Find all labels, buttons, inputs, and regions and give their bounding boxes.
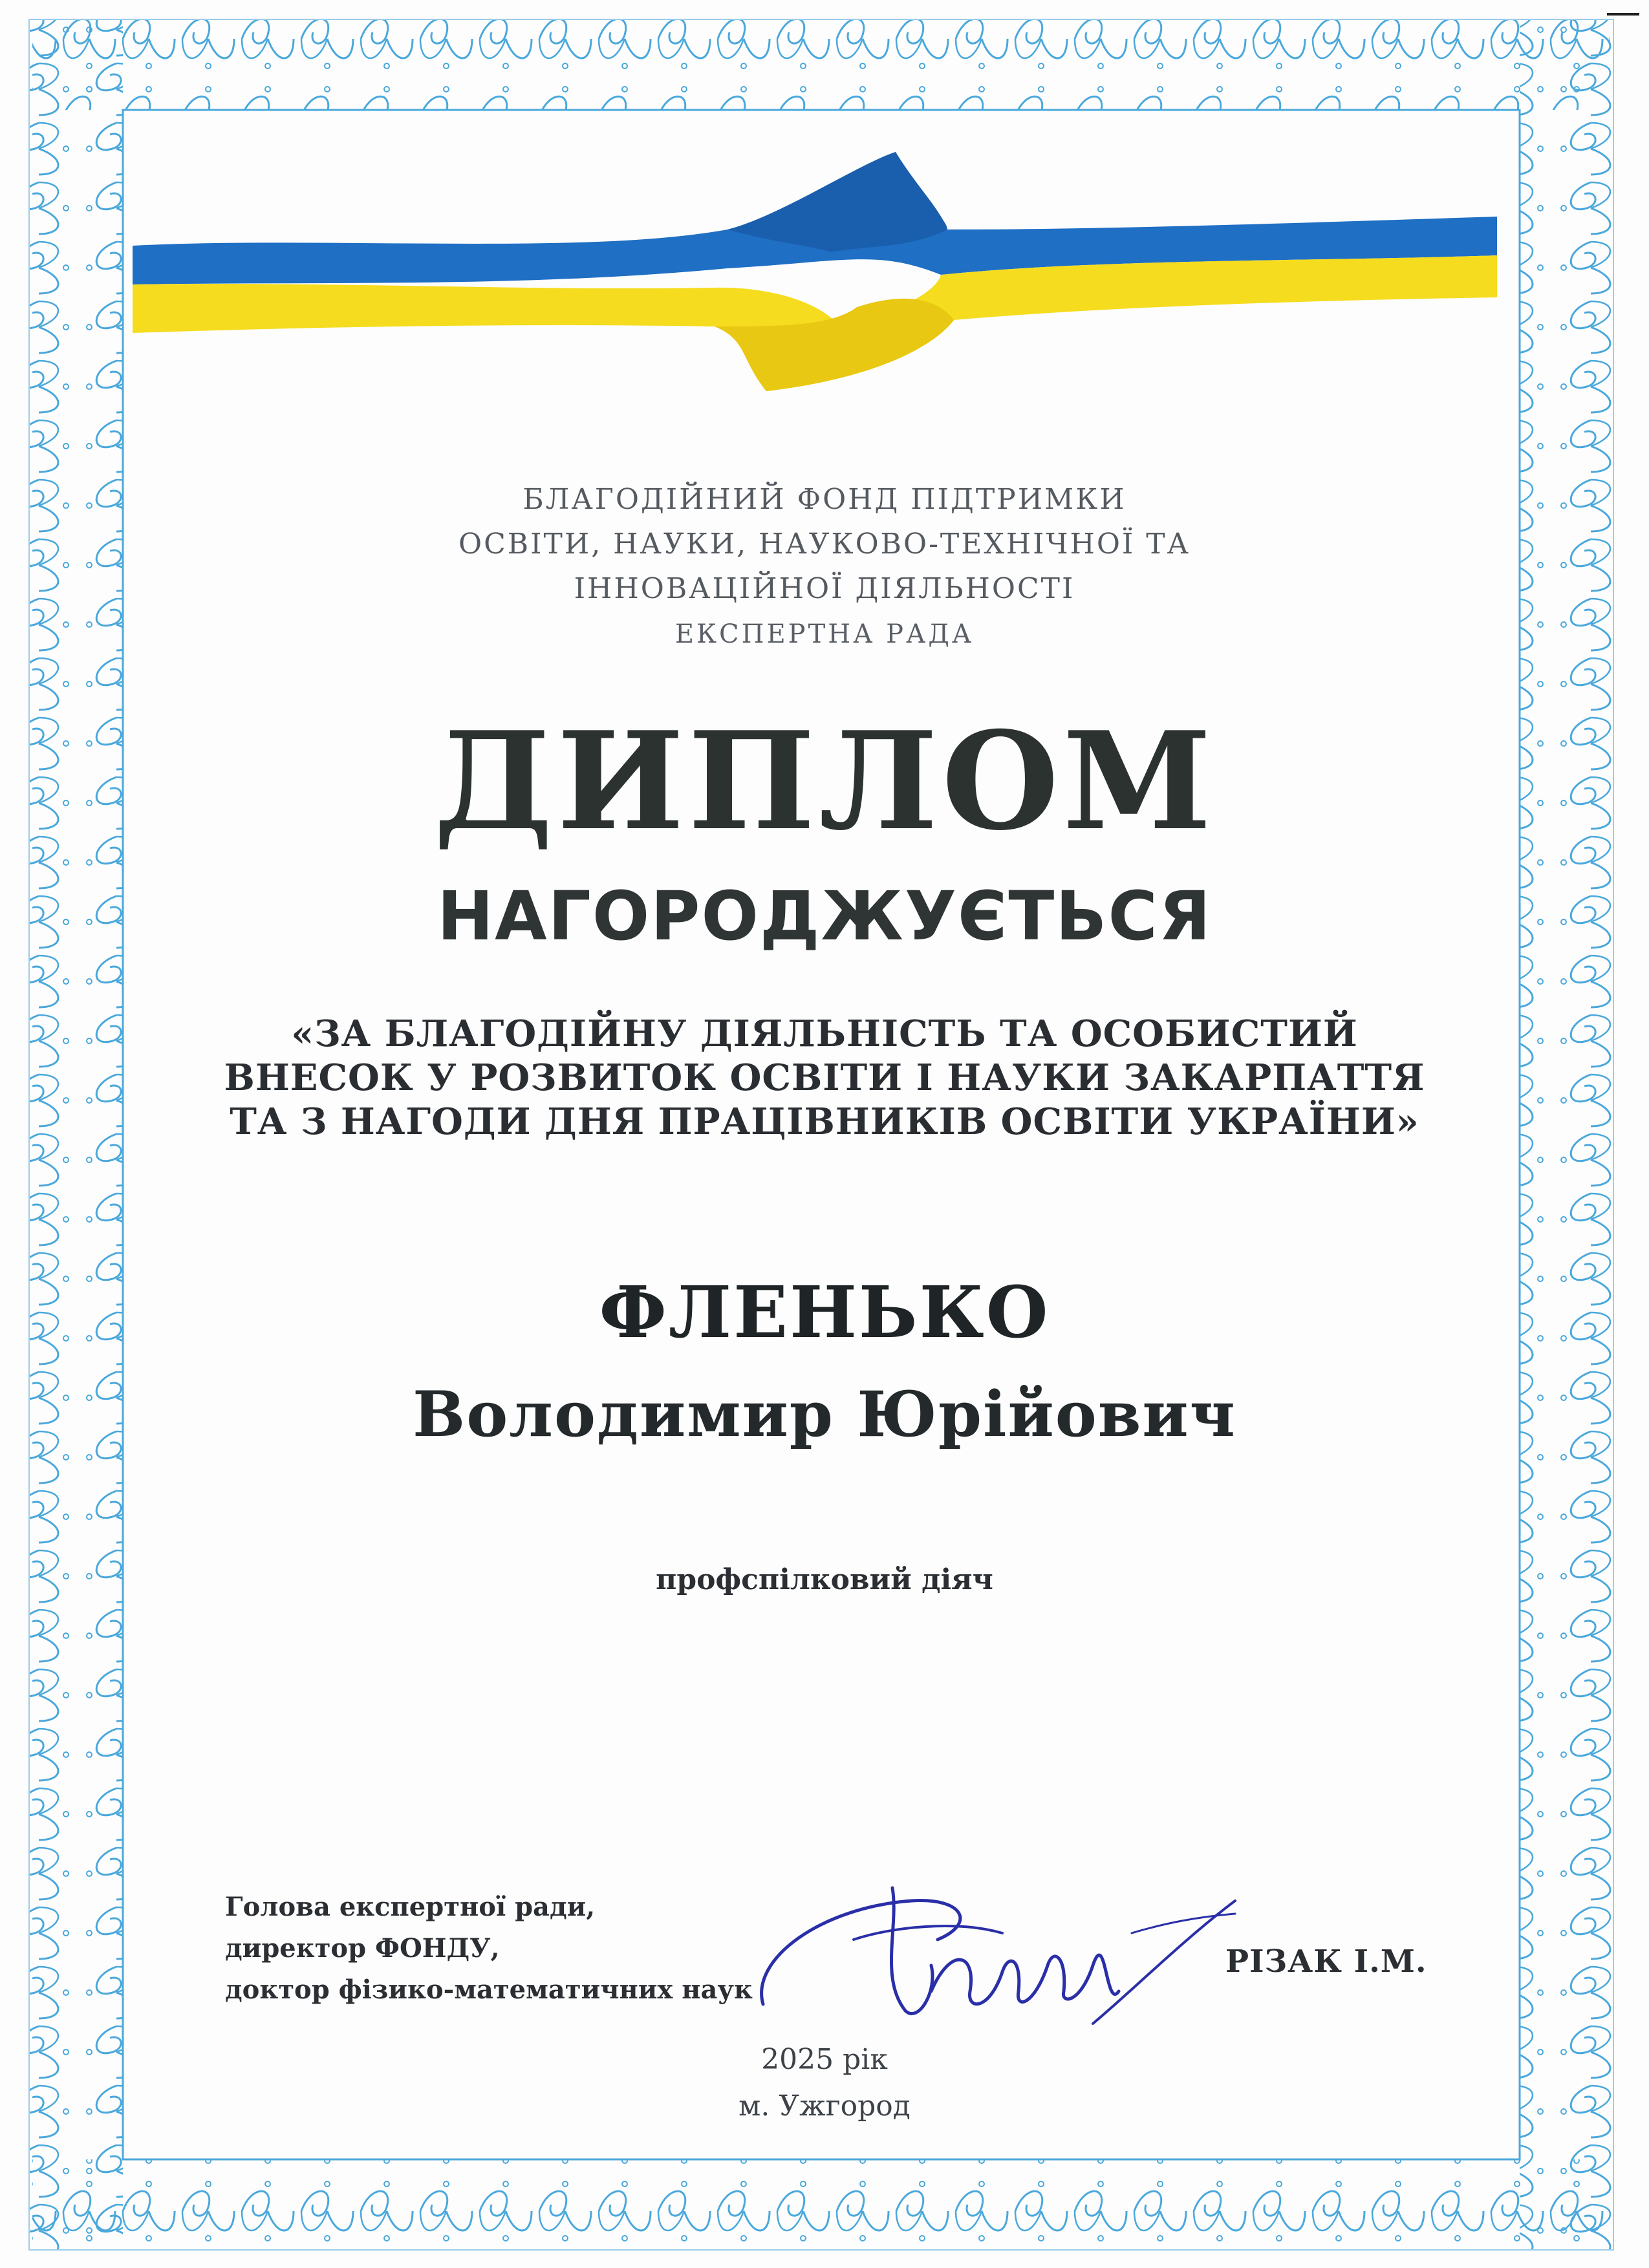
corner-mark (1607, 13, 1639, 16)
signer-title-line: директор ФОНДУ, (225, 1933, 500, 1963)
handwritten-signature-icon (744, 1862, 1248, 2056)
reason-line: ТА З НАГОДИ ДНЯ ПРАЦІВНИКІВ ОСВІТИ УКРАЇНИ» (230, 1100, 1419, 1143)
recipient-position: профспілковий діяч (656, 1563, 993, 1596)
organization-line: БЛАГОДІЙНИЙ ФОНД ПІДТРИМКИ (523, 483, 1126, 516)
signer-title (225, 1887, 753, 2011)
recipient-surname: ФЛЕНЬКО (599, 1270, 1050, 1354)
council-name: ЕКСПЕРТНА РАДА (674, 619, 975, 649)
awarded-heading: НАГОРОДЖУЄТЬСЯ (437, 877, 1212, 956)
organization-name (0, 477, 1649, 611)
signer-title-line: доктор фізико-математичних наук (225, 1974, 753, 2005)
issue-year: 2025 рік (761, 2043, 888, 2076)
reason-line: «ЗА БЛАГОДІЙНУ ДІЯЛЬНІСТЬ ТА ОСОБИСТИЙ (291, 1012, 1358, 1055)
signer-name: РІЗАК І.М. (1225, 1943, 1427, 1980)
diploma-title: ДИПЛОМ (433, 703, 1216, 861)
recipient-given-names: Володимир Юрійович (413, 1378, 1236, 1451)
ukrainian-flag-ribbon-icon (133, 139, 1497, 398)
signer-title-line: Голова експертної ради, (225, 1892, 596, 1922)
organization-line: ІННОВАЦІЙНОЇ ДІЯЛЬНОСТІ (574, 572, 1075, 605)
reason-line: ВНЕСОК У РОЗВИТОК ОСВІТИ І НАУКИ ЗАКАРПАТТЯ (224, 1056, 1425, 1099)
issue-city: м. Ужгород (738, 2090, 911, 2123)
organization-line: ОСВІТИ, НАУКИ, НАУКОВО-ТЕХНІЧНОЇ ТА (458, 528, 1191, 561)
award-reason (0, 1012, 1649, 1144)
